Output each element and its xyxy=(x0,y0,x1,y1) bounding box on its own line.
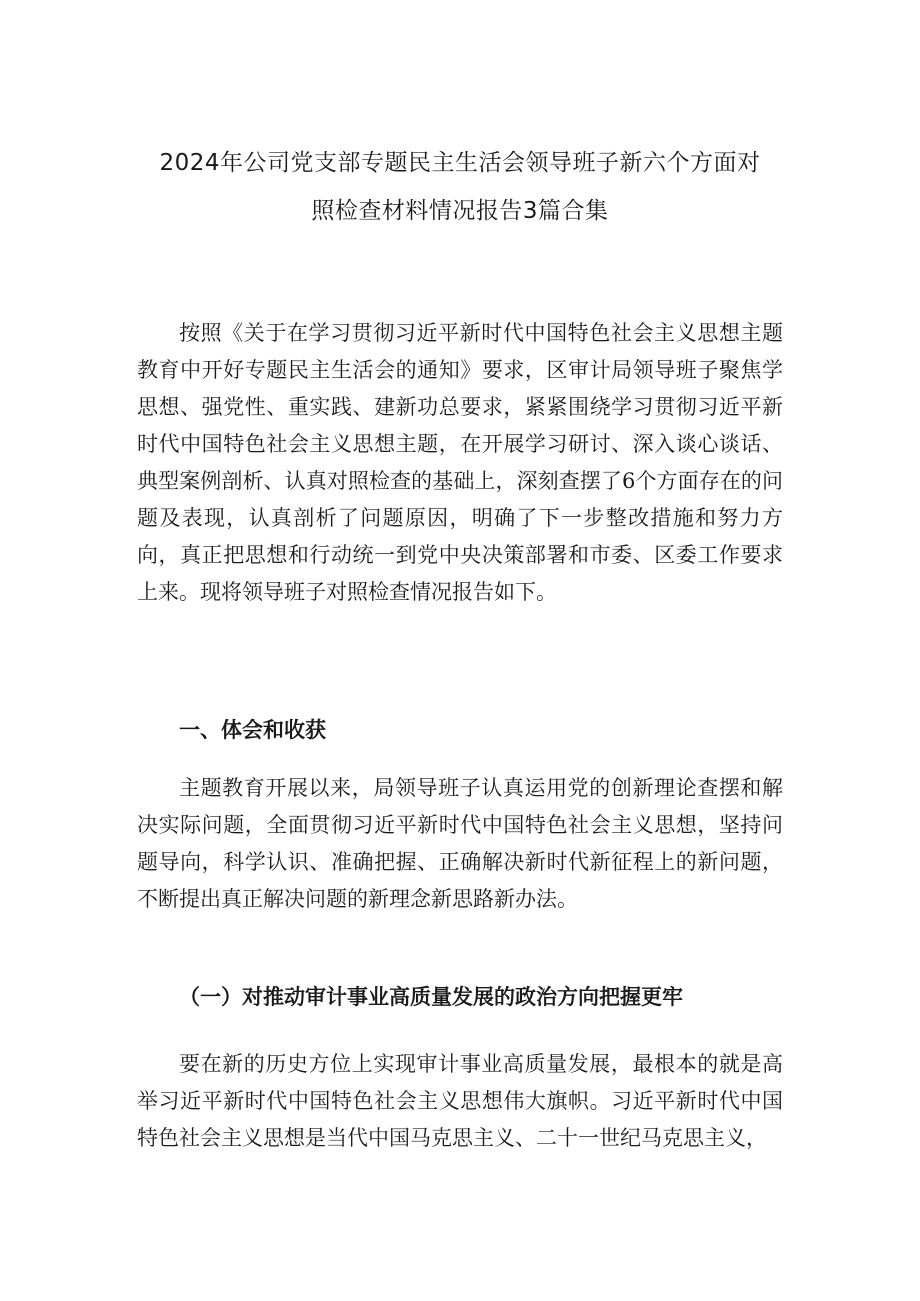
subsection-heading-1: （一）对推动审计事业高质量发展的政治方向把握更牢 xyxy=(179,984,683,1009)
section-heading-1: 一、体会和收获 xyxy=(179,717,326,742)
intro-paragraph: 按照《关于在学习贯彻习近平新时代中国特色社会主义思想主题教育中开好专题民主生活会的通知》要求，区审计局领导班子聚焦学思想、强党性、重实践、建新功总要求，紧紧围绕学习贯彻习近平新时代中国特色社会主义思想主题，在开展学习研讨、深入谈心谈话、典型案例剖析、认真对照检查的基础上，深刻查摆了6个方面存在的问题及表现，认真剖析了问题原因，明确了下一步整改措施和努力方向，真正把思想和行动统一到党中央决策部署和市委、区委工作要求上来。现将领导班子对照检查情况报告如下。 xyxy=(137,321,783,604)
document-title-line-1: 2024年公司党支部专题民主生活会领导班子新六个方面对 xyxy=(159,150,761,176)
subsection-1-paragraph: 要在新的历史方位上实现审计事业高质量发展，最根本的就是高举习近平新时代中国特色社会主义思想伟大旗帜。习近平新时代中国特色社会主义思想是当代中国马克思主义、二十一世纪马克思主义， xyxy=(137,1052,783,1150)
section-1-paragraph: 主题教育开展以来，局领导班子认真运用党的创新理论查摆和解决实际问题，全面贯彻习近平新时代中国特色社会主义思想，坚持问题导向，科学认识、准确把握、正确解决新时代新征程上的新问题，不断提出真正解决问题的新理念新思路新办法。 xyxy=(137,776,783,911)
document-title-line-2: 照检查材料情况报告3篇合集 xyxy=(311,198,609,224)
